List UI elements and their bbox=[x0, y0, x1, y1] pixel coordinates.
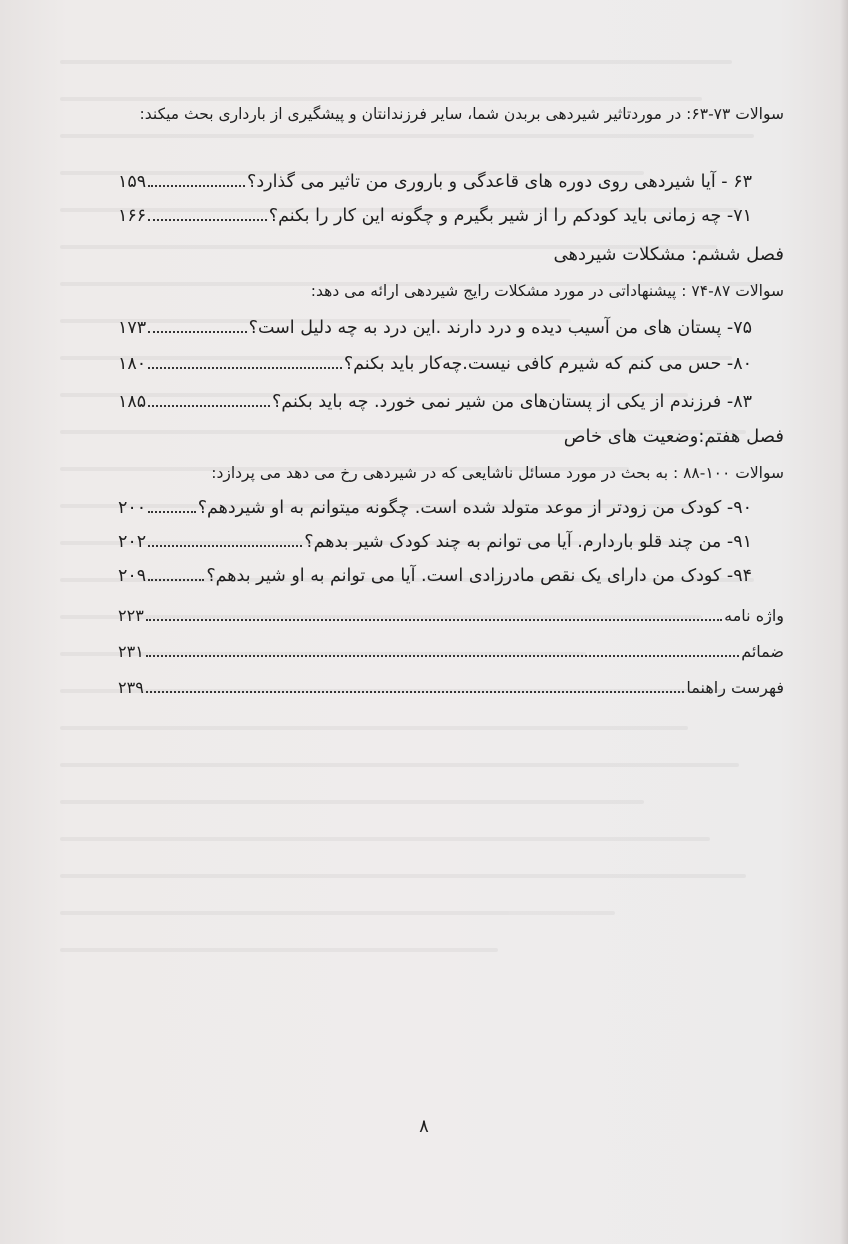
dot-leader bbox=[148, 367, 342, 369]
toc-entry-glossary[interactable] bbox=[118, 606, 784, 626]
toc-page-number: ۲۳۹ bbox=[118, 678, 144, 697]
toc-page-number: ۱۸۰ bbox=[118, 354, 147, 374]
toc-page-number: ۲۳۱ bbox=[118, 642, 144, 661]
dot-leader bbox=[148, 545, 302, 547]
section-intro: سوالات ۸۷-۷۴ : پیشنهاداتی در مورد مشکلات رایج شیردهی ارائه می دهد: bbox=[310, 282, 784, 300]
toc-page-number: ۱۵۹ bbox=[118, 172, 147, 192]
toc-entry[interactable] bbox=[118, 206, 784, 226]
chapter-heading: فصل ششم: مشکلات شیردهی bbox=[553, 244, 784, 265]
toc-page-number: ۱۷۳ bbox=[118, 318, 147, 338]
toc-entry-index[interactable] bbox=[118, 678, 784, 698]
dot-leader bbox=[148, 185, 245, 187]
dot-leader bbox=[148, 511, 195, 513]
toc-entry[interactable] bbox=[118, 354, 784, 374]
toc-page-number: ۲۰۰ bbox=[118, 498, 147, 518]
toc-page-number: ۲۰۹ bbox=[118, 566, 147, 586]
toc-entry-title: ۷۵- پستان های من آسیب دیده و درد دارند .این درد به چه دلیل است؟ bbox=[248, 318, 752, 338]
toc-entry[interactable] bbox=[118, 498, 784, 518]
toc-entry-title: واژه نامه bbox=[724, 606, 784, 625]
toc-entry[interactable] bbox=[118, 566, 784, 586]
toc-entry[interactable] bbox=[118, 318, 784, 338]
toc-page-number: ۲۰۲ bbox=[118, 532, 147, 552]
toc-entry[interactable] bbox=[118, 172, 784, 192]
toc-entry-title: ۹۴- کودک من دارای یک نقص مادرزادی است. آیا می توانم به او شیر بدهم؟ bbox=[206, 566, 752, 586]
toc-entry-appendices[interactable] bbox=[118, 642, 784, 662]
section-intro: سوالات ۷۳-۶۳: در موردتاثیر شیردهی بربدن شما، سایر فرزندانتان و پیشگیری از بارداری بحث میکند: bbox=[139, 105, 784, 123]
dot-leader bbox=[146, 691, 685, 693]
toc-entry-title: ۷۱- چه زمانی باید کودکم را از شیر بگیرم و چگونه این کار را بکنم؟ bbox=[268, 206, 752, 226]
toc-entry-title: ۸۳- فرزندم از یکی از پستان‌های من شیر نمی خورد. چه باید بکنم؟ bbox=[272, 392, 752, 412]
toc-entry-title: ۸۰- حس می کنم که شیرم کافی نیست.چه‌کار باید بکنم؟ bbox=[343, 354, 752, 374]
toc-entry-title: ضمائم bbox=[741, 642, 784, 661]
toc-page-number: ۲۲۳ bbox=[118, 606, 144, 625]
page-edge-shadow bbox=[840, 0, 848, 1244]
dot-leader bbox=[148, 579, 204, 581]
chapter-heading: فصل هفتم:وضعیت های خاص bbox=[563, 426, 784, 447]
dot-leader bbox=[148, 405, 270, 407]
toc-page-number: ۱۸۵ bbox=[118, 392, 147, 412]
toc-entry[interactable] bbox=[118, 532, 784, 552]
dot-leader bbox=[148, 219, 267, 221]
toc-entry-title: ۶۳ - آیا شیردهی روی دوره های قاعدگی و باروری من تاثیر می گذارد؟ bbox=[247, 172, 752, 192]
toc-page-number: ۱۶۶ bbox=[118, 206, 147, 226]
toc-entry[interactable] bbox=[118, 392, 784, 412]
toc-entry-title: ۹۱- من چند قلو باردارم. آیا می توانم به چند کودک شیر بدهم؟ bbox=[304, 532, 752, 552]
toc-entry-title: ۹۰- کودک من زودتر از موعد متولد شده است. چگونه میتوانم به او شیردهم؟ bbox=[197, 498, 752, 518]
toc-entry-title: فهرست راهنما bbox=[686, 678, 784, 697]
dot-leader bbox=[146, 655, 739, 657]
page-number: ۸ bbox=[419, 1116, 429, 1137]
dot-leader bbox=[146, 619, 722, 621]
section-intro: سوالات ۱۰۰-۸۸ : به بحث در مورد مسائل ناشایعی که در شیردهی رخ می دهد می پردازد: bbox=[211, 464, 784, 482]
dot-leader bbox=[148, 331, 246, 333]
